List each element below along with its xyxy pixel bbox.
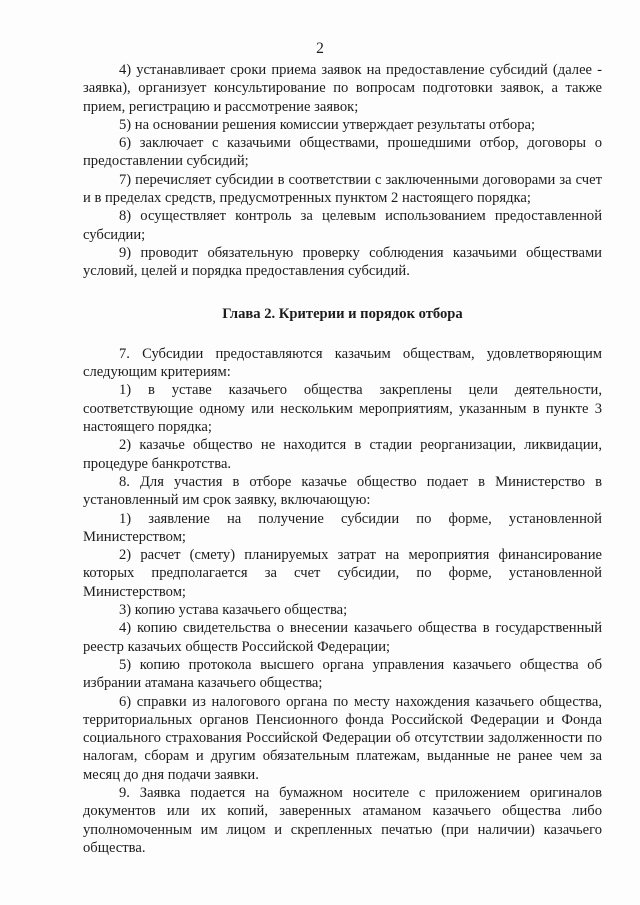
paragraph-clause-7-criterion-2: 2) казачье общество не находится в стадии реорганизации, ликвидации, процедуре банкротства. xyxy=(83,437,602,472)
paragraph-clause-8-item-1: 1) заявление на получение субсидии по форме, установленной Министерством; xyxy=(83,510,602,545)
paragraph-clause-8-item-6: 6) справки из налогового органа по месту нахождения казачьего общества, территориальных органов Пенсионного фонда Российской Федерации и Фонда социального страхования Российской Федерации об отсутствии задолженности по налогам, сборам и другим обязательным платежам, выданные не ранее чем за месяц до дня подачи заявки. xyxy=(83,693,602,783)
paragraph-item-4: 4) устанавливает сроки приема заявок на предоставление субсидий (далее - заявка), организует консультирование по вопросам подготовки заявок, а также прием, регистрацию и рассмотрение заявок; xyxy=(83,62,602,115)
paragraph-clause-8-item-2: 2) расчет (смету) планируемых затрат на мероприятия финансирование которых предполагается за счет субсидии, по форме, установленной Министерством; xyxy=(83,547,602,600)
paragraph-item-6: 6) заключает с казачьими обществами, прошедшими отбор, договоры о предоставлении субсидий; xyxy=(83,135,602,170)
paragraph-clause-8-item-3: 3) копию устава казачьего общества; xyxy=(119,602,348,619)
paragraph-item-9: 9) проводит обязательную проверку соблюдения казачьими обществами условий, целей и порядка предоставления субсидий. xyxy=(83,244,602,280)
document-body xyxy=(83,61,602,857)
paragraph-item-7: 7) перечисляет субсидии в соответствии с заключенными договорами за счет и в пределах средств, предусмотренных пунктом 2 настоящего порядка; xyxy=(83,171,602,207)
paragraph-clause-8-item-4: 4) копию свидетельства о внесении казачьего общества в государственный реестр казачьих обществ Российской Федерации; xyxy=(83,620,602,655)
chapter-heading: Глава 2. Критерии и порядок отбора xyxy=(222,305,463,322)
page-number: 2 xyxy=(316,40,324,57)
paragraph-clause-8-item-5: 5) копию протокола высшего органа управления казачьего общества об избрании атамана казачьего общества; xyxy=(83,656,602,692)
paragraph-clause-7: 7. Субсидии предоставляются казачьим обществам, удовлетворяющим следующим критериям: xyxy=(83,345,602,381)
paragraph-clause-7-criterion-1: 1) в уставе казачьего общества закреплены цели деятельности, соответствующие одному или нескольким мероприятиям, указанным в пункте 3 настоящего порядка; xyxy=(83,382,602,436)
paragraph-clause-9: 9. Заявка подается на бумажном носителе с приложением оригиналов документов или их копий, заверенных атаманом казачьего общества либо уполномоченным им лицом и скрепленных печатью (при наличии) казачьего общества. xyxy=(83,784,602,856)
paragraph-item-5: 5) на основании решения комиссии утверждает результаты отбора; xyxy=(119,116,536,133)
paragraph-clause-8: 8. Для участия в отборе казачье общество подает в Министерство в установленный им срок заявку, включающую: xyxy=(83,473,602,509)
paragraph-item-8: 8) осуществляет контроль за целевым использованием предоставленной субсидии; xyxy=(83,208,602,243)
